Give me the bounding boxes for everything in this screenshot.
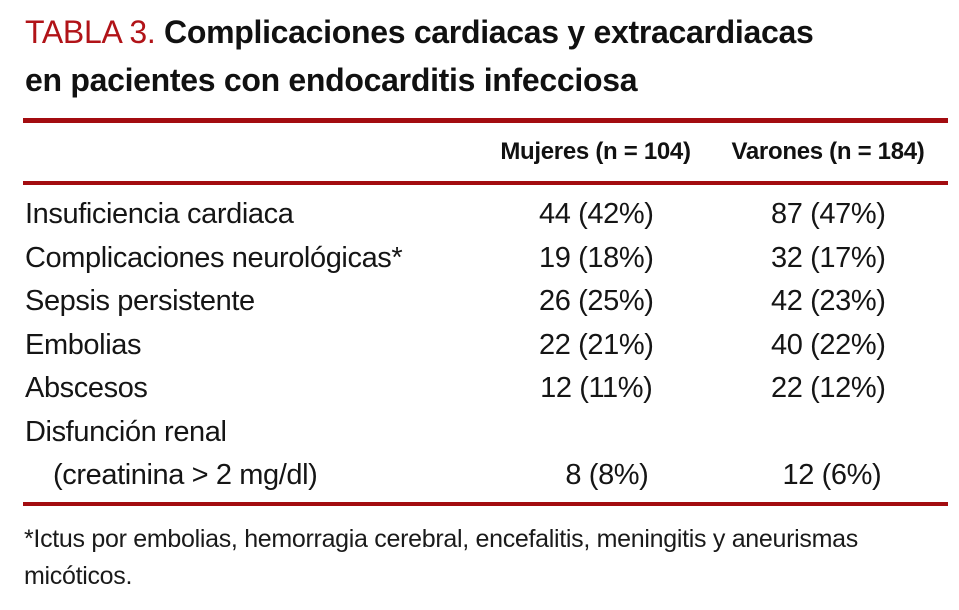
table-row <box>23 367 948 411</box>
table-body <box>23 193 948 498</box>
footnote-line1: *Ictus por embolias, hemorragia cerebral, encefalitis, meningitis y aneurismas <box>24 525 858 553</box>
row-value-varones: 40 (22%) <box>771 328 886 361</box>
row-value-varones: 32 (17%) <box>771 241 886 274</box>
table-title-line2: en pacientes con endocarditis infecciosa <box>25 62 638 98</box>
row-value-mujeres: 19 (18%) <box>539 241 654 274</box>
table-title-text-line1: Complicaciones cardiacas y extracardiacas <box>164 14 814 50</box>
row-value-mujeres: 26 (25%) <box>539 285 654 318</box>
table-row <box>23 193 948 237</box>
table-header-row <box>23 126 948 178</box>
row-value-mujeres: 22 (21%) <box>539 328 654 361</box>
table-row <box>23 237 948 281</box>
table-title <box>25 8 950 104</box>
table-title-line1 <box>25 8 950 56</box>
header-rule <box>23 181 948 185</box>
row-label: Insuficiencia cardiaca <box>25 198 294 231</box>
row-value-mujeres: 12 (11%) <box>540 372 653 405</box>
table-row <box>23 411 948 455</box>
row-value-varones: 22 (12%) <box>771 372 886 405</box>
row-value-varones: 87 (47%) <box>771 198 886 231</box>
row-value-mujeres: 44 (42%) <box>539 198 654 231</box>
table-row <box>23 324 948 368</box>
row-value-varones: 42 (23%) <box>771 285 886 318</box>
column-header-mujeres: Mujeres (n = 104) <box>500 138 691 165</box>
row-label-indented: (creatinina > 2 mg/dl) <box>53 459 318 492</box>
row-label: Abscesos <box>25 372 148 405</box>
table-row <box>23 280 948 324</box>
bottom-rule <box>23 502 948 506</box>
row-label: Embolias <box>25 328 142 361</box>
table-number-label: TABLA 3. <box>25 14 156 50</box>
footnote-line2: micóticos. <box>24 562 133 590</box>
table-footnote <box>24 521 954 595</box>
row-value-varones: 12 (6%) <box>782 459 882 492</box>
row-label: Disfunción renal <box>25 415 227 448</box>
column-header-varones: Varones (n = 184) <box>731 138 925 165</box>
row-label: Sepsis persistente <box>25 285 255 318</box>
table-row <box>23 454 948 498</box>
top-rule <box>23 118 948 123</box>
row-value-mujeres: 8 (8%) <box>565 459 649 492</box>
row-label: Complicaciones neurológicas* <box>25 241 403 274</box>
